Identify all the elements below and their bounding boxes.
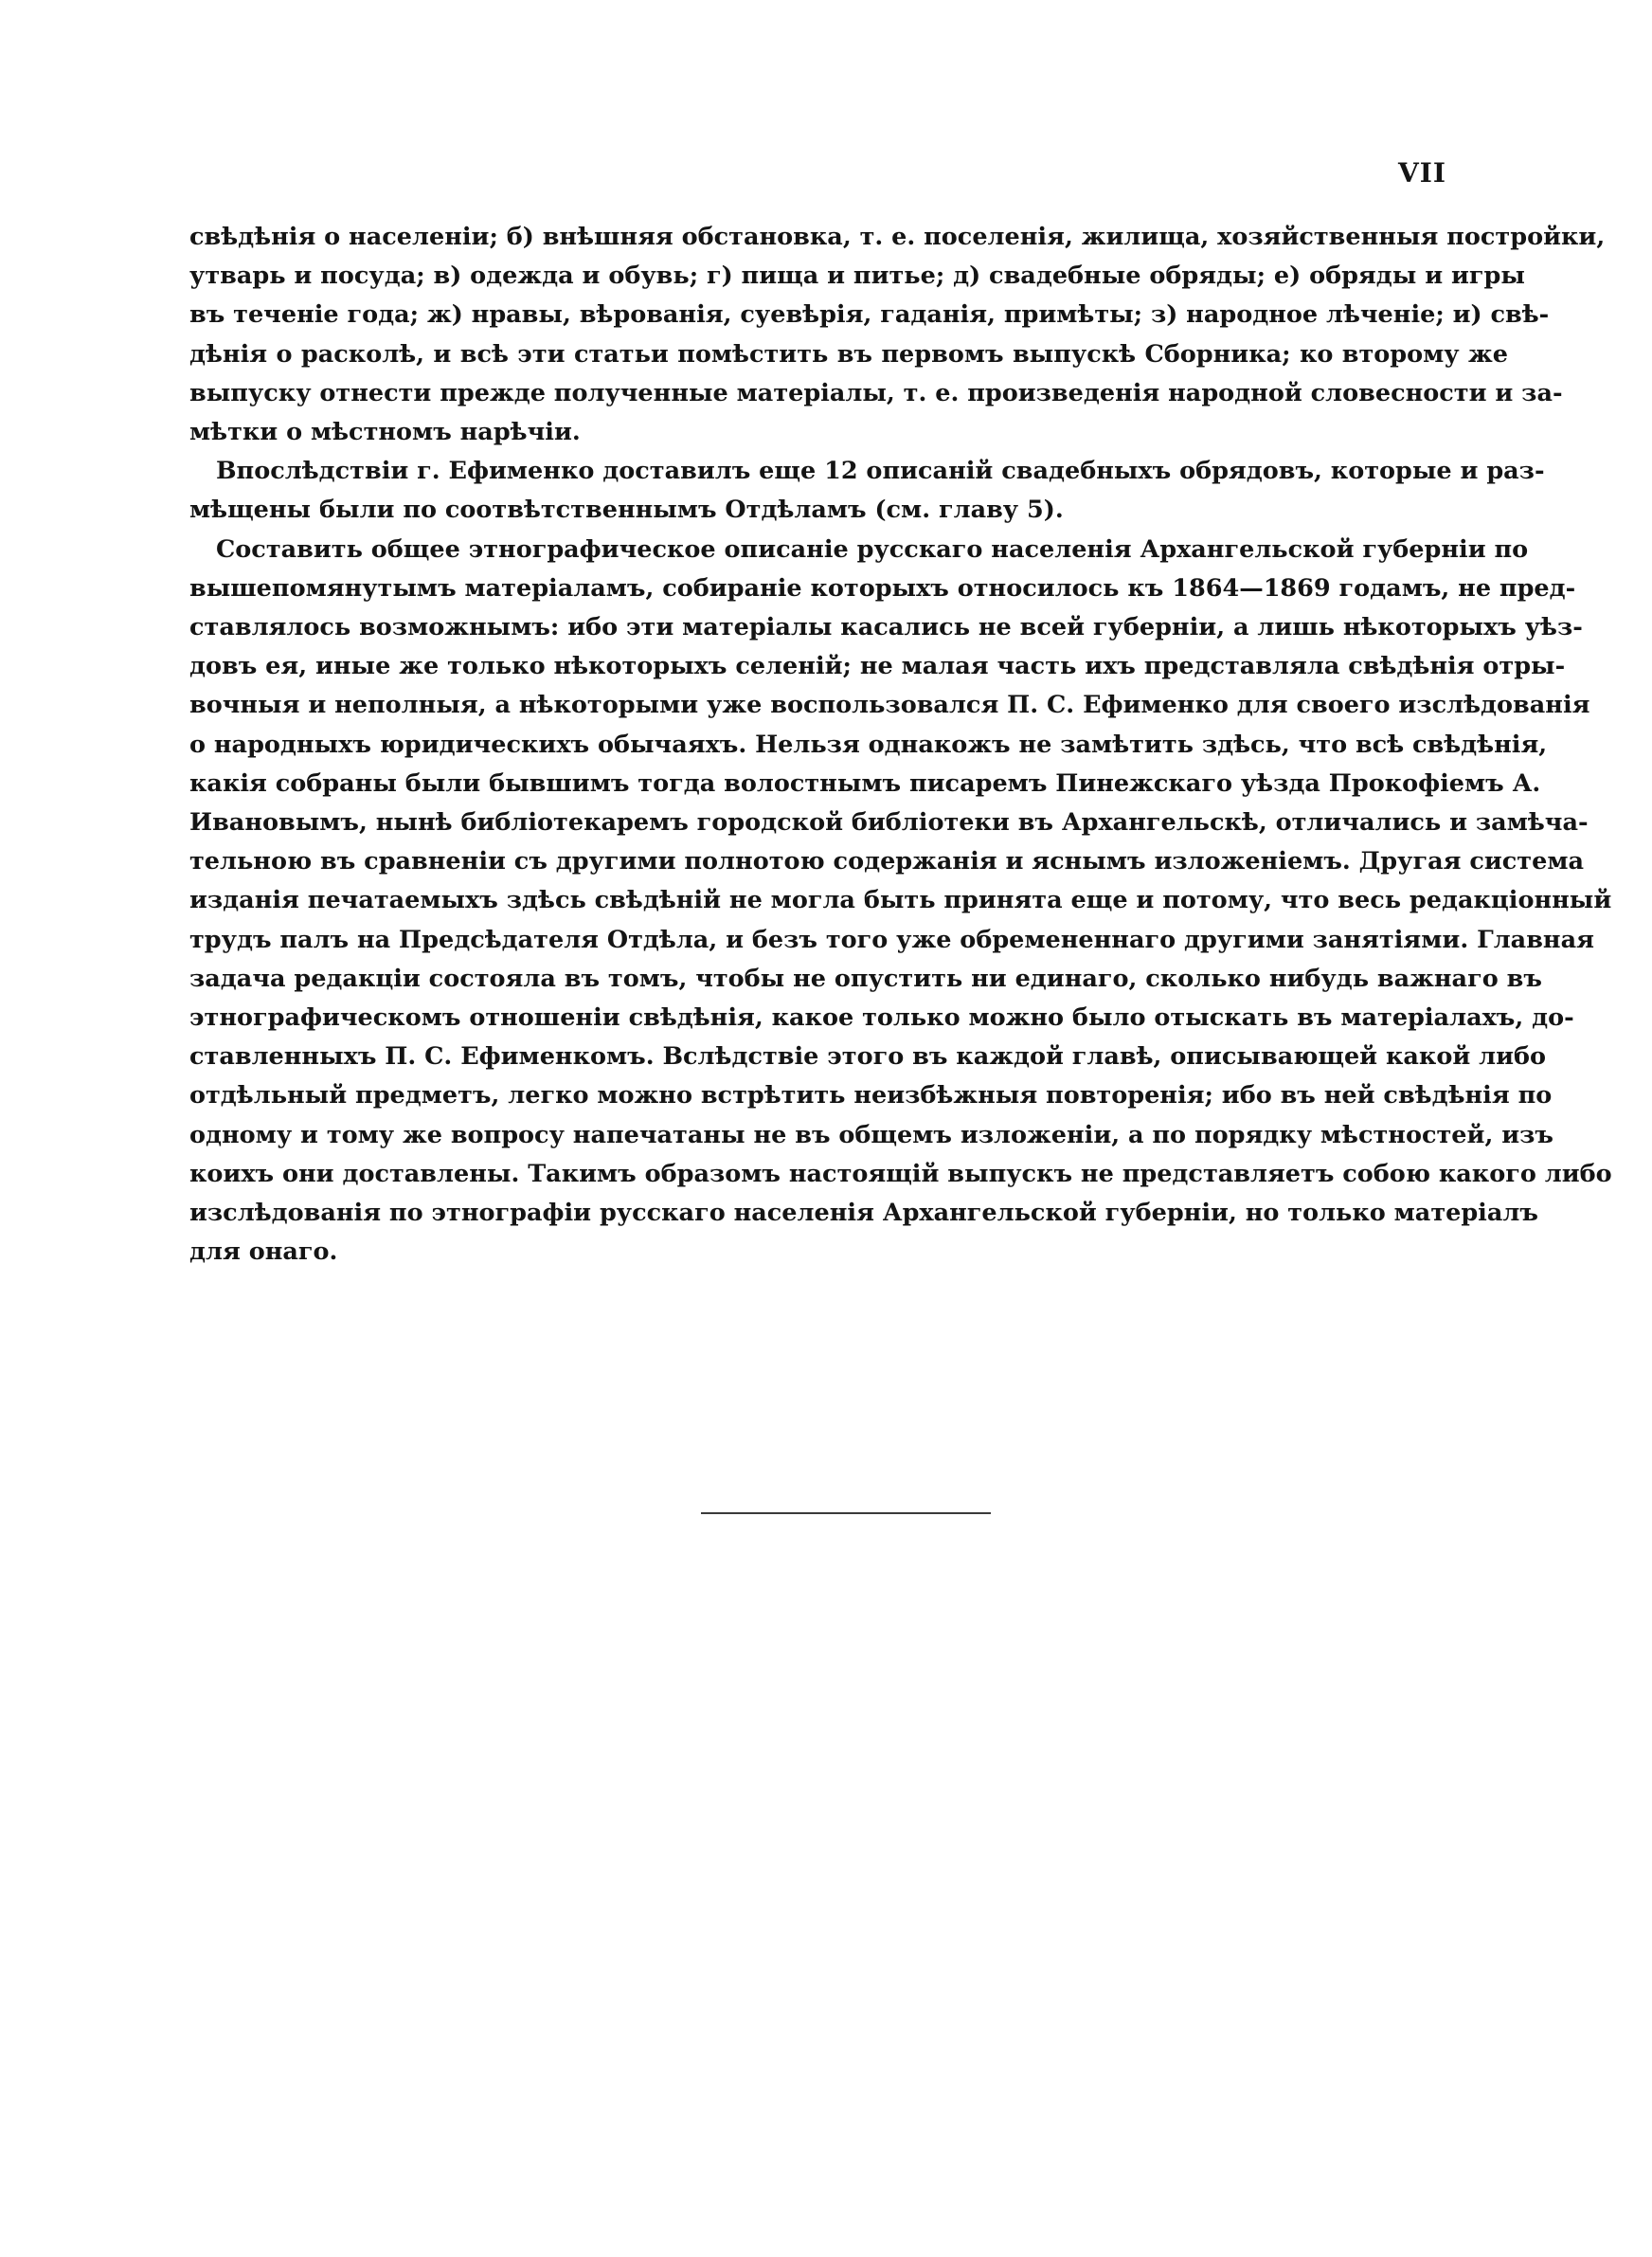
- text-line: трудъ палъ на Предсѣдателя Отдѣла, и безъ того уже обремененнаго другими занятіями. Главная: [189, 925, 1594, 954]
- text-line: Составить общее этнографическое описаніе русскаго населенія Архангельской губерніи по: [216, 534, 1529, 564]
- paragraph-2: [189, 452, 1545, 530]
- text-line: тельною въ сравненіи съ другими полнотою содержанія и яснымъ изложеніемъ. Другая система: [189, 847, 1584, 876]
- text-line: мѣщены были по соотвѣтственнымъ Отдѣламъ (см. главу 5).: [189, 496, 1064, 525]
- text-line: этнографическомъ отношеніи свѣдѣнія, какое только можно было отыскать въ матеріалахъ, до-: [189, 1003, 1574, 1033]
- text-line: свѣдѣнія о населеніи; б) внѣшняя обстановка, т. е. поселенія, жилища, хозяйственныя постройки,: [189, 223, 1606, 251]
- text-line: одному и тому же вопросу напечатаны не въ общемъ изложеніи, а по порядку мѣстностей, изъ: [189, 1120, 1553, 1149]
- text-line: въ теченіе года; ж) нравы, вѣрованія, суевѣрія, гаданія, примѣты; з) народное лѣченіе; и) свѣ-: [189, 300, 1550, 330]
- text-line: ставлялось возможнымъ: ибо эти матеріалы касались не всей губерніи, а лишь нѣкоторыхъ уѣз-: [189, 613, 1583, 642]
- text-line: отдѣльный предметъ, легко можно встрѣтить неизбѣжныя повторенія; ибо въ ней свѣдѣнія по: [189, 1081, 1553, 1110]
- paragraph-3: [189, 531, 1612, 1273]
- text-line: Ивановымъ, нынѣ библіотекаремъ городской библіотеки въ Архангельскѣ, отличались и замѣча-: [189, 808, 1589, 838]
- text-line: дѣнія о расколѣ, и всѣ эти статьи помѣстить въ первомъ выпускѣ Сборника; ко второму же: [189, 339, 1508, 369]
- text-line: утварь и посуда; в) одежда и обувь; г) пища и питье; д) свадебные обряды; е) обряды и игры: [189, 262, 1525, 291]
- text-line: для онаго.: [189, 1237, 338, 1267]
- end-rule: [701, 1512, 991, 1514]
- text-line: ставленныхъ П. С. Ефименкомъ. Вслѣдствіе этого въ каждой главѣ, описывающей какой либо: [189, 1042, 1547, 1072]
- text-line: изданія печатаемыхъ здѣсь свѣдѣній не могла быть принята еще и потому, что весь редакціонный: [189, 886, 1612, 915]
- text-line: задача редакціи состояла въ томъ, чтобы не опустить ни единаго, сколько нибудь важнаго въ: [189, 964, 1542, 993]
- text-line: мѣтки о мѣстномъ нарѣчіи.: [189, 418, 581, 447]
- text-line: вышепомянутымъ матеріаламъ, собираніе которыхъ относилось къ 1864—1869 годамъ, не пред-: [189, 573, 1576, 603]
- body-text: [189, 218, 1612, 1272]
- text-line: выпуску отнести прежде полученные матеріалы, т. е. произведенія народной словесности и за-: [189, 378, 1563, 407]
- text-line: довъ ея, иные же только нѣкоторыхъ селеній; не малая часть ихъ представляла свѣдѣнія отры-: [189, 652, 1566, 681]
- text-line: Впослѣдствіи г. Ефименко доставилъ еще 12 описаній свадебныхъ обрядовъ, которые и раз-: [216, 457, 1545, 486]
- paragraph-1: [189, 218, 1606, 452]
- text-line: какія собраны были бывшимъ тогда волостнымъ писаремъ Пинежскаго уѣзда Прокофіемъ А.: [189, 768, 1541, 798]
- text-line: изслѣдованія по этнографіи русскаго населенія Архангельской губерніи, но только матеріалъ: [189, 1199, 1538, 1228]
- text-line: вочныя и неполныя, а нѣкоторыми уже воспользовался П. С. Ефименко для своего изслѣдованія: [189, 691, 1590, 720]
- text-line: о народныхъ юридическихъ обычаяхъ. Нельзя однакожъ не замѣтить здѣсь, что всѣ свѣдѣнія,: [189, 730, 1548, 759]
- page-number: VII: [1398, 157, 1446, 189]
- text-line: коихъ они доставлены. Такимъ образомъ настоящій выпускъ не представляетъ собою какого либо: [189, 1159, 1612, 1188]
